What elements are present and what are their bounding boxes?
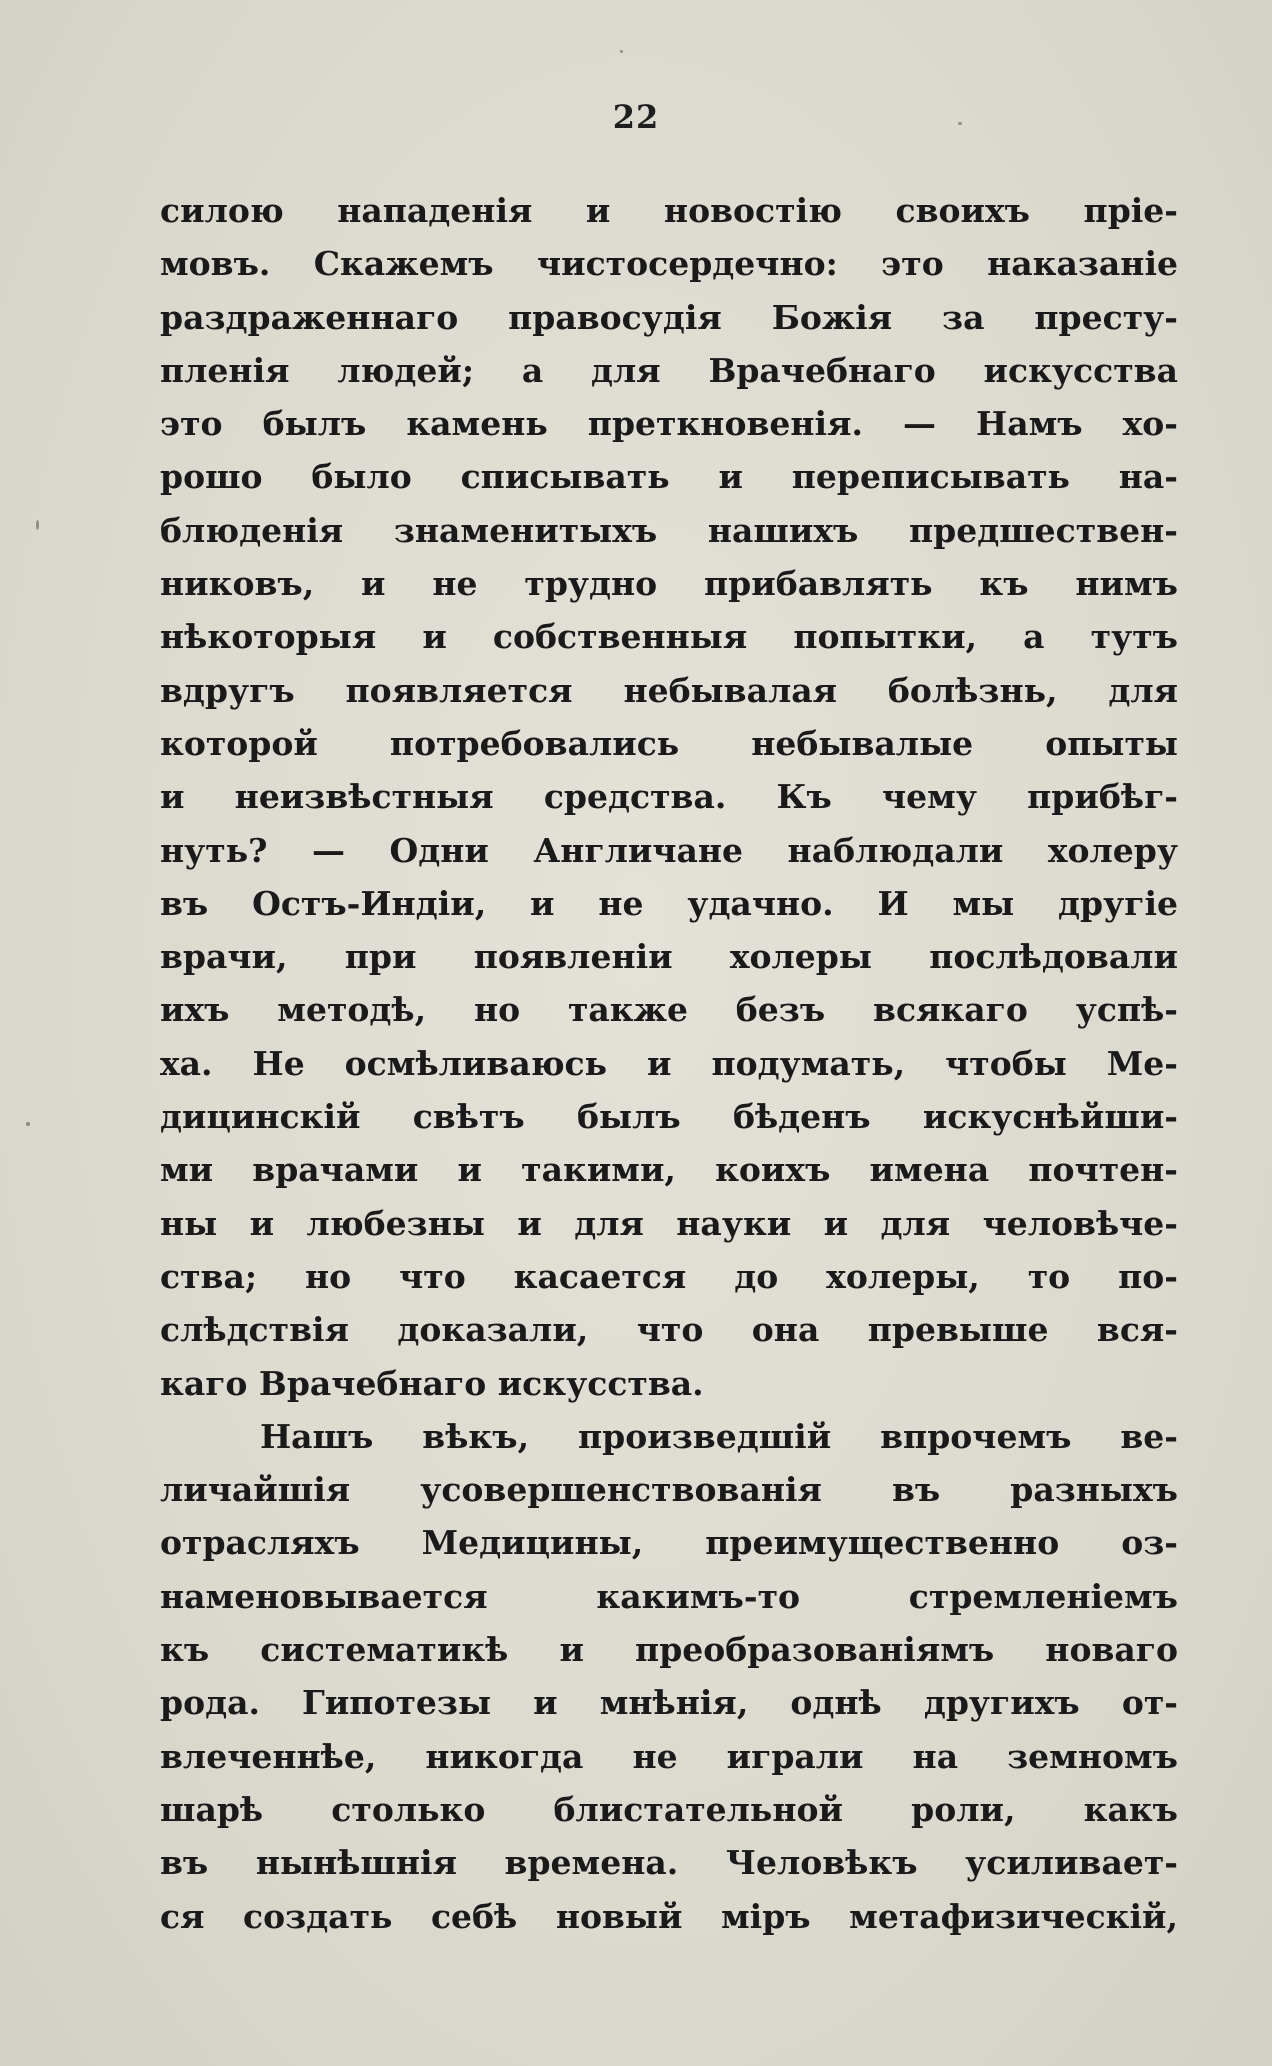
text-line: личайшія усовершенствованія въ разныхъ	[160, 1470, 1178, 1510]
body-text	[160, 184, 1178, 1943]
text-line: врачи, при появленіи холеры послѣдовали	[160, 937, 1178, 977]
text-line: силою нападенія и новостію своихъ пріе-	[160, 191, 1178, 230]
text-line: нуть? — Одни Англичане наблюдали холеру	[160, 830, 1178, 870]
text-line: раздраженнаго правосудія Божія за престу-	[160, 297, 1178, 337]
text-line: слѣдствія доказали, что она превыше вся-	[160, 1310, 1178, 1350]
text-line: вдругъ появляется небывалая болѣзнь, для	[160, 670, 1178, 710]
text-line: которой потребовались небывалые опыты	[160, 723, 1178, 763]
text-line: въ нынѣшнія времена. Человѣкъ усиливает-	[160, 1843, 1178, 1883]
text-line: рошо было списывать и переписывать на-	[160, 457, 1178, 497]
text-line: ся создать себѣ новый міръ метафизическій,	[160, 1896, 1178, 1936]
text-line: ихъ методѣ, но также безъ всякаго успѣ-	[160, 990, 1178, 1030]
paper-speck	[620, 50, 623, 53]
text-line: влеченнѣе, никогда не играли на земномъ	[160, 1736, 1178, 1776]
text-line: шарѣ столько блистательной роли, какъ	[160, 1789, 1178, 1829]
text-line: дицинскій свѣтъ былъ бѣденъ искуснѣйши-	[160, 1097, 1178, 1137]
text-line: въ Остъ-Индіи, и не удачно. И мы другіе	[160, 883, 1178, 923]
text-line: отрасляхъ Медицины, преимущественно оз-	[160, 1523, 1178, 1563]
text-line: это былъ камень преткновенія. — Намъ хо-	[160, 404, 1178, 444]
text-line: наменовывается какимъ-то стремленіемъ	[160, 1576, 1178, 1616]
page-number: 22	[612, 98, 660, 136]
text-line: пленія людей; а для Врачебнаго искусства	[160, 350, 1178, 390]
text-line: нѣкоторыя и собственныя попытки, а тутъ	[160, 617, 1178, 657]
text-line: ства; но что касается до холеры, то по-	[160, 1256, 1178, 1296]
text-line: ха. Не осмѣливаюсь и подумать, чтобы Ме-	[160, 1043, 1178, 1083]
text-line: ны и любезны и для науки и для человѣче-	[160, 1203, 1178, 1243]
text-line: никовъ, и не трудно прибавлять къ нимъ	[160, 564, 1178, 604]
paper-speck	[26, 1122, 30, 1126]
text-line: блюденія знаменитыхъ нашихъ предшествен-	[160, 510, 1178, 550]
text-line: рода. Гипотезы и мнѣнія, однѣ другихъ от-	[160, 1683, 1178, 1723]
text-line: каго Врачебнаго искусства.	[160, 1363, 704, 1403]
paper-speck	[958, 122, 962, 125]
text-line: мовъ. Скажемъ чистосердечно: это наказаніе	[160, 244, 1178, 284]
paper-speck	[36, 520, 39, 530]
text-line: къ систематикѣ и преобразованіямъ новаго	[160, 1630, 1178, 1670]
text-line: Нашъ вѣкъ, произведшій впрочемъ ве-	[260, 1416, 1178, 1456]
text-line: и неизвѣстныя средства. Къ чему прибѣг-	[160, 777, 1178, 817]
text-line: ми врачами и такими, коихъ имена почтен-	[160, 1150, 1178, 1190]
